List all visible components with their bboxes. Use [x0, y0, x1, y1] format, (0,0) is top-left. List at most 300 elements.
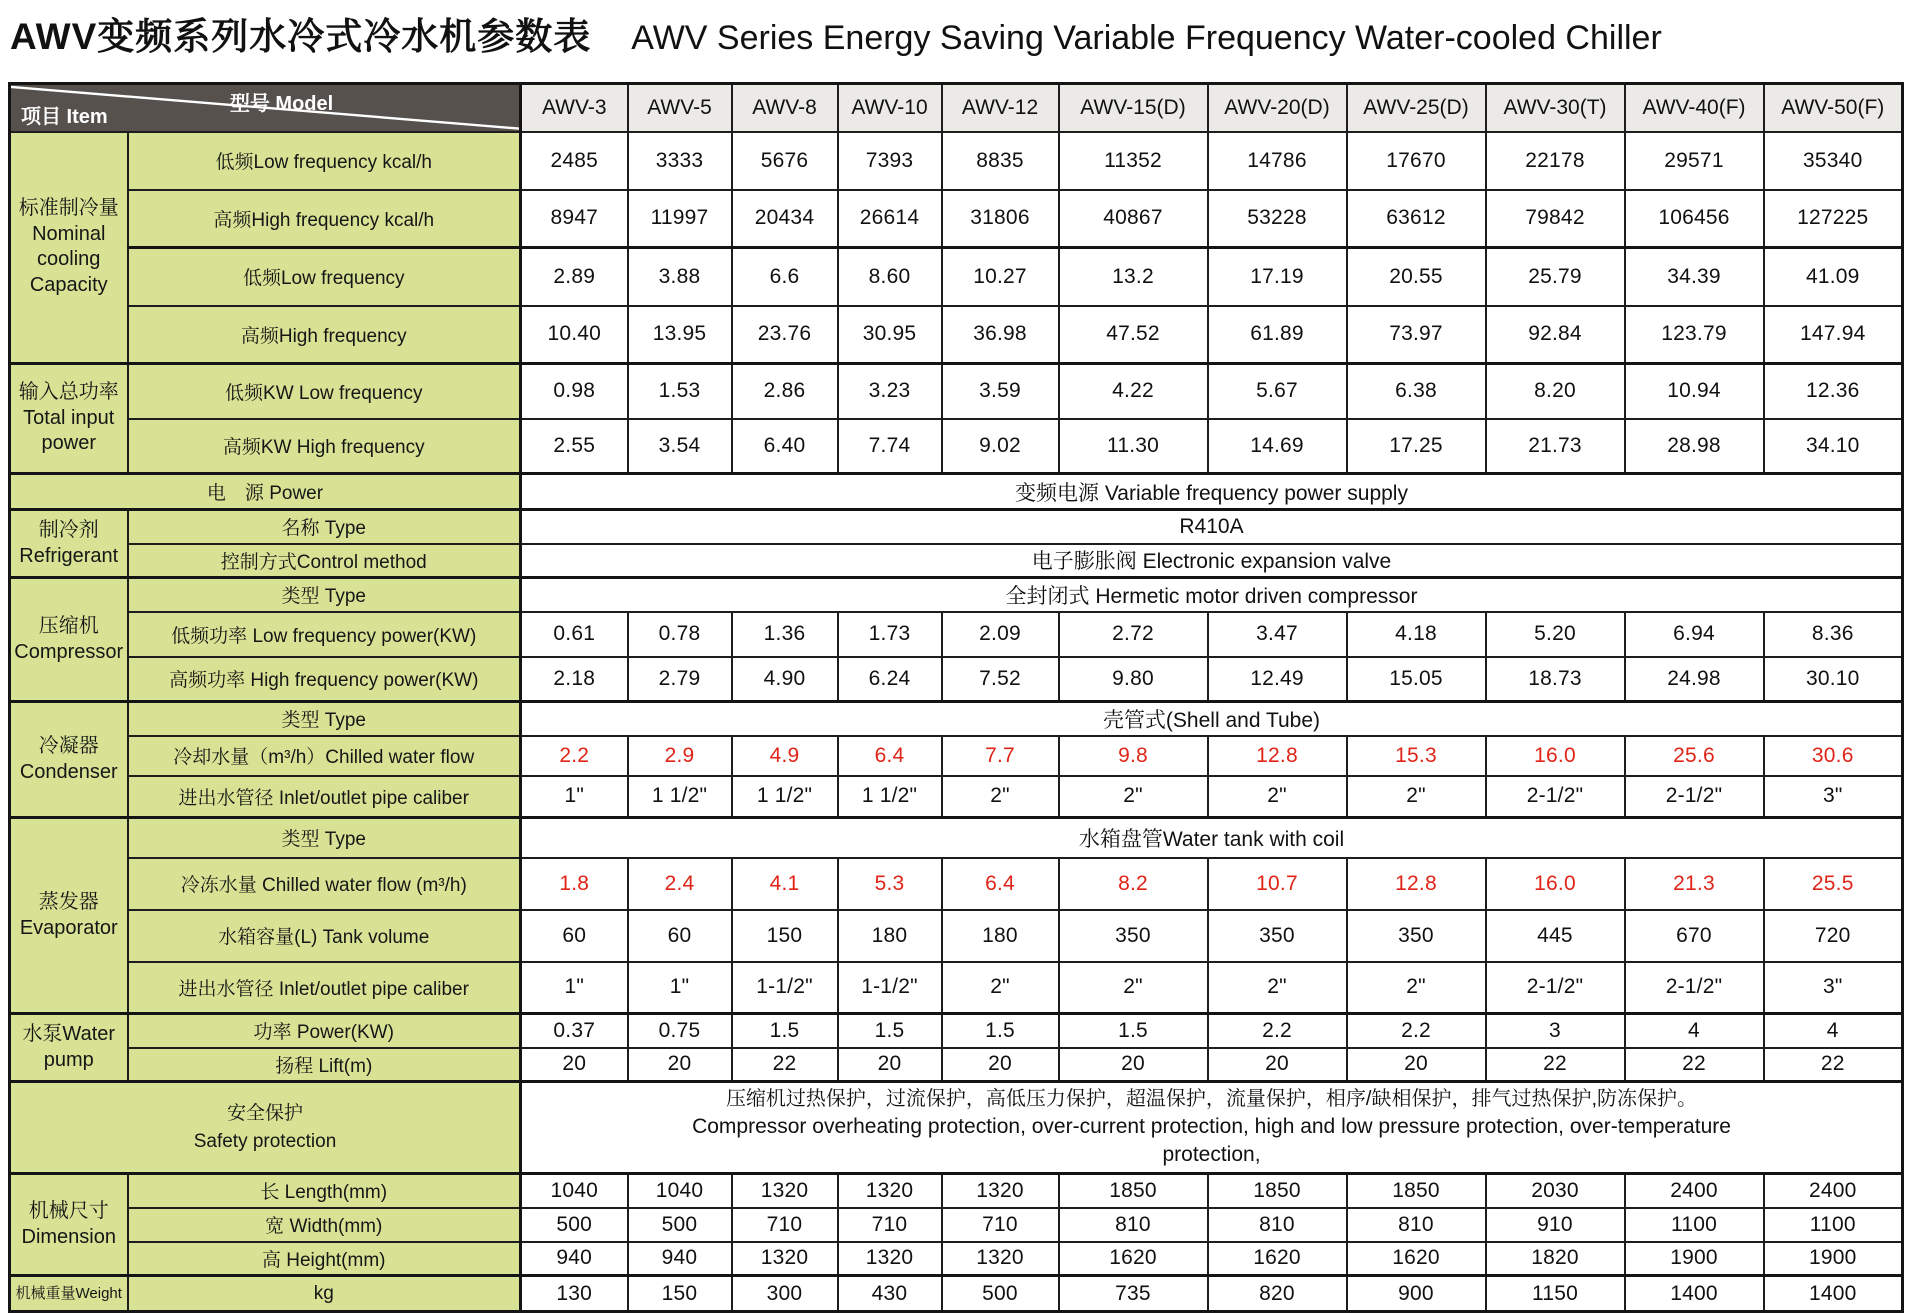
safety-protection-value — [521, 1082, 1903, 1174]
row-evaporator-type — [10, 818, 1903, 858]
row-label: 低频Low frequency kcal/h — [128, 132, 521, 190]
cell-evap_pipe-AWV-5: 1" — [628, 962, 732, 1014]
row-dimension-length — [10, 1174, 1903, 1208]
cell-weight-AWV-25(D): 900 — [1347, 1276, 1486, 1312]
cell-dim_wid-AWV-20(D): 810 — [1208, 1208, 1347, 1242]
cell-comp_lf-AWV-20(D): 3.47 — [1208, 612, 1347, 657]
row-label-power: 电 源 Power — [10, 474, 521, 510]
row-label: 功率 Power(KW) — [128, 1014, 521, 1048]
cell-evap_pipe-AWV-15(D): 2" — [1059, 962, 1208, 1014]
cell-evap_tank-AWV-30(T): 445 — [1486, 910, 1625, 962]
cell-dim_hgt-AWV-5: 940 — [628, 1242, 732, 1276]
cell-evap_flow-AWV-8: 4.1 — [732, 858, 838, 910]
cell-in_lf-AWV-5: 1.53 — [628, 364, 732, 419]
cell-in_hf-AWV-15(D): 11.30 — [1059, 419, 1208, 474]
cell-in_lf-AWV-8: 2.86 — [732, 364, 838, 419]
cell-cap_hf_kcal-AWV-25(D): 63612 — [1347, 190, 1486, 248]
cell-cap_lf-AWV-10: 8.60 — [838, 248, 942, 306]
cell-evap_tank-AWV-5: 60 — [628, 910, 732, 962]
compressor-type-value: 全封闭式 Hermetic motor driven compressor — [521, 578, 1903, 612]
cell-in_hf-AWV-12: 9.02 — [942, 419, 1059, 474]
cell-dim_len-AWV-5: 1040 — [628, 1174, 732, 1208]
cell-cap_lf_kcal-AWV-3: 2485 — [521, 132, 628, 190]
cell-pump_lift-AWV-10: 20 — [838, 1048, 942, 1082]
cell-pump_lift-AWV-5: 20 — [628, 1048, 732, 1082]
cell-comp_lf-AWV-50(F): 8.36 — [1764, 612, 1903, 657]
model-header: AWV-3 — [521, 84, 628, 132]
cell-dim_hgt-AWV-20(D): 1620 — [1208, 1242, 1347, 1276]
cell-cap_lf-AWV-20(D): 17.19 — [1208, 248, 1347, 306]
refrigerant-control-value: 电子膨胀阀 Electronic expansion valve — [521, 544, 1903, 578]
section-label-weight: 机械重量Weight — [10, 1276, 128, 1312]
cell-cond_flow-AWV-10: 6.4 — [838, 736, 942, 776]
cell-comp_hf-AWV-15(D): 9.80 — [1059, 657, 1208, 702]
cell-evap_flow-AWV-3: 1.8 — [521, 858, 628, 910]
cell-dim_hgt-AWV-3: 940 — [521, 1242, 628, 1276]
model-header: AWV-5 — [628, 84, 732, 132]
cell-comp_hf-AWV-20(D): 12.49 — [1208, 657, 1347, 702]
cell-cap_lf-AWV-50(F): 41.09 — [1764, 248, 1903, 306]
cell-comp_lf-AWV-8: 1.36 — [732, 612, 838, 657]
cell-cap_hf_kcal-AWV-3: 8947 — [521, 190, 628, 248]
cell-comp_lf-AWV-3: 0.61 — [521, 612, 628, 657]
row-label: 高频High frequency — [128, 306, 521, 364]
cell-cond_flow-AWV-12: 7.7 — [942, 736, 1059, 776]
cell-dim_len-AWV-15(D): 1850 — [1059, 1174, 1208, 1208]
cell-cap_lf-AWV-40(F): 34.39 — [1625, 248, 1764, 306]
row-evaporator-water-flow — [10, 858, 1903, 910]
cell-cap_hf_kcal-AWV-15(D): 40867 — [1059, 190, 1208, 248]
cell-cap_lf_kcal-AWV-12: 8835 — [942, 132, 1059, 190]
cell-comp_lf-AWV-5: 0.78 — [628, 612, 732, 657]
row-input-lf — [10, 364, 1903, 419]
cell-cap_hf_kcal-AWV-8: 20434 — [732, 190, 838, 248]
cell-cond_flow-AWV-25(D): 15.3 — [1347, 736, 1486, 776]
cell-pump_power-AWV-3: 0.37 — [521, 1014, 628, 1048]
row-label: 冷却水量（m³/h）Chilled water flow — [128, 736, 521, 776]
row-label: 高频功率 High frequency power(KW) — [128, 657, 521, 702]
cell-dim_hgt-AWV-8: 1320 — [732, 1242, 838, 1276]
model-header: AWV-25(D) — [1347, 84, 1486, 132]
cell-dim_len-AWV-40(F): 2400 — [1625, 1174, 1764, 1208]
cell-comp_hf-AWV-40(F): 24.98 — [1625, 657, 1764, 702]
row-compressor-type — [10, 578, 1903, 612]
cell-cond_pipe-AWV-25(D): 2" — [1347, 776, 1486, 818]
cell-cap_lf_kcal-AWV-50(F): 35340 — [1764, 132, 1903, 190]
cell-cond_pipe-AWV-8: 1 1/2" — [732, 776, 838, 818]
cell-cond_pipe-AWV-12: 2" — [942, 776, 1059, 818]
model-header-row — [10, 84, 1903, 132]
cell-pump_lift-AWV-50(F): 22 — [1764, 1048, 1903, 1082]
cell-weight-AWV-50(F): 1400 — [1764, 1276, 1903, 1312]
row-condenser-water-flow — [10, 736, 1903, 776]
cell-weight-AWV-5: 150 — [628, 1276, 732, 1312]
cell-weight-AWV-30(T): 1150 — [1486, 1276, 1625, 1312]
cell-dim_hgt-AWV-30(T): 1820 — [1486, 1242, 1625, 1276]
cell-evap_tank-AWV-10: 180 — [838, 910, 942, 962]
cell-dim_wid-AWV-40(F): 1100 — [1625, 1208, 1764, 1242]
cell-evap_flow-AWV-30(T): 16.0 — [1486, 858, 1625, 910]
row-evaporator-pipe-caliber — [10, 962, 1903, 1014]
cell-comp_hf-AWV-50(F): 30.10 — [1764, 657, 1903, 702]
safety-label-en: Safety protection — [193, 1130, 337, 1152]
cell-evap_tank-AWV-50(F): 720 — [1764, 910, 1903, 962]
row-weight — [10, 1276, 1903, 1312]
cell-evap_tank-AWV-20(D): 350 — [1208, 910, 1347, 962]
cell-in_lf-AWV-50(F): 12.36 — [1764, 364, 1903, 419]
cell-evap_flow-AWV-25(D): 12.8 — [1347, 858, 1486, 910]
cell-evap_tank-AWV-40(F): 670 — [1625, 910, 1764, 962]
row-compressor-lf-power — [10, 612, 1903, 657]
row-compressor-hf-power — [10, 657, 1903, 702]
cell-in_hf-AWV-40(F): 28.98 — [1625, 419, 1764, 474]
model-header: AWV-20(D) — [1208, 84, 1347, 132]
cell-evap_flow-AWV-20(D): 10.7 — [1208, 858, 1347, 910]
cell-comp_hf-AWV-5: 2.79 — [628, 657, 732, 702]
cell-dim_wid-AWV-15(D): 810 — [1059, 1208, 1208, 1242]
cell-dim_wid-AWV-10: 710 — [838, 1208, 942, 1242]
row-label: 高 Height(mm) — [128, 1242, 521, 1276]
cell-cap_lf-AWV-15(D): 13.2 — [1059, 248, 1208, 306]
model-header: AWV-10 — [838, 84, 942, 132]
spec-table — [8, 82, 1904, 1313]
section-label-compressor: 压缩机 Compressor — [10, 578, 128, 702]
row-label: 控制方式Control method — [128, 544, 521, 578]
cell-cond_flow-AWV-40(F): 25.6 — [1625, 736, 1764, 776]
page-title — [10, 6, 1920, 60]
cell-pump_lift-AWV-15(D): 20 — [1059, 1048, 1208, 1082]
cell-in_hf-AWV-5: 3.54 — [628, 419, 732, 474]
cell-dim_len-AWV-30(T): 2030 — [1486, 1174, 1625, 1208]
section-label-dimension: 机械尺寸 Dimension — [10, 1174, 128, 1276]
cell-evap_flow-AWV-15(D): 8.2 — [1059, 858, 1208, 910]
row-label: 类型 Type — [128, 702, 521, 736]
cell-in_lf-AWV-12: 3.59 — [942, 364, 1059, 419]
row-label: 高频High frequency kcal/h — [128, 190, 521, 248]
model-header: AWV-30(T) — [1486, 84, 1625, 132]
cell-cap_lf-AWV-30(T): 25.79 — [1486, 248, 1625, 306]
row-label: 水箱容量(L) Tank volume — [128, 910, 521, 962]
cell-dim_len-AWV-25(D): 1850 — [1347, 1174, 1486, 1208]
row-capacity-hf-kcal — [10, 190, 1903, 248]
cell-cap_hf-AWV-50(F): 147.94 — [1764, 306, 1903, 364]
cell-weight-AWV-15(D): 735 — [1059, 1276, 1208, 1312]
safety-value-zh: 压缩机过热保护，过流保护，高低压力保护，超温保护，流量保护，相序/缺相保护，排气过热保护,防冻保护。 — [725, 1087, 1698, 1110]
corner-header-cell — [10, 84, 521, 132]
row-power-supply — [10, 474, 1903, 510]
cell-dim_hgt-AWV-50(F): 1900 — [1764, 1242, 1903, 1276]
cell-comp_lf-AWV-25(D): 4.18 — [1347, 612, 1486, 657]
cell-cond_flow-AWV-30(T): 16.0 — [1486, 736, 1625, 776]
cell-evap_pipe-AWV-3: 1" — [521, 962, 628, 1014]
power-supply-value: 变频电源 Variable frequency power supply — [521, 474, 1903, 510]
cell-evap_flow-AWV-5: 2.4 — [628, 858, 732, 910]
model-header: AWV-40(F) — [1625, 84, 1764, 132]
section-label-refrigerant: 制冷剂 Refrigerant — [10, 510, 128, 578]
cell-cap_lf_kcal-AWV-5: 3333 — [628, 132, 732, 190]
cell-pump_power-AWV-20(D): 2.2 — [1208, 1014, 1347, 1048]
cell-cap_hf_kcal-AWV-30(T): 79842 — [1486, 190, 1625, 248]
row-label: 高频KW High frequency — [128, 419, 521, 474]
cell-cond_flow-AWV-3: 2.2 — [521, 736, 628, 776]
row-label: 冷冻水量 Chilled water flow (m³/h) — [128, 858, 521, 910]
cell-cap_hf-AWV-12: 36.98 — [942, 306, 1059, 364]
cell-comp_lf-AWV-10: 1.73 — [838, 612, 942, 657]
cell-weight-AWV-20(D): 820 — [1208, 1276, 1347, 1312]
row-capacity-lf-kcal — [10, 132, 1903, 190]
row-label: kg — [128, 1276, 521, 1312]
cell-cap_lf_kcal-AWV-8: 5676 — [732, 132, 838, 190]
row-dimension-height — [10, 1242, 1903, 1276]
row-refrigerant-name — [10, 510, 1903, 544]
cell-evap_tank-AWV-25(D): 350 — [1347, 910, 1486, 962]
cell-cond_flow-AWV-20(D): 12.8 — [1208, 736, 1347, 776]
cell-in_lf-AWV-20(D): 5.67 — [1208, 364, 1347, 419]
cell-pump_power-AWV-5: 0.75 — [628, 1014, 732, 1048]
cell-comp_lf-AWV-40(F): 6.94 — [1625, 612, 1764, 657]
cell-comp_hf-AWV-30(T): 18.73 — [1486, 657, 1625, 702]
cell-cond_pipe-AWV-10: 1 1/2" — [838, 776, 942, 818]
safety-value-en-line1: Compressor overheating protection, over-current protection, high and low pressure protection, over-temperature — [692, 1114, 1731, 1138]
cell-cap_lf_kcal-AWV-10: 7393 — [838, 132, 942, 190]
cell-pump_lift-AWV-8: 22 — [732, 1048, 838, 1082]
cell-cond_flow-AWV-50(F): 30.6 — [1764, 736, 1903, 776]
cell-cap_lf-AWV-5: 3.88 — [628, 248, 732, 306]
cell-comp_lf-AWV-12: 2.09 — [942, 612, 1059, 657]
cell-comp_hf-AWV-10: 6.24 — [838, 657, 942, 702]
cell-cond_pipe-AWV-30(T): 2-1/2" — [1486, 776, 1625, 818]
cell-dim_len-AWV-50(F): 2400 — [1764, 1174, 1903, 1208]
row-condenser-pipe-caliber — [10, 776, 1903, 818]
safety-label-zh: 安全保护 — [226, 1102, 303, 1124]
cell-evap_pipe-AWV-8: 1-1/2" — [732, 962, 838, 1014]
cell-dim_len-AWV-3: 1040 — [521, 1174, 628, 1208]
cell-dim_hgt-AWV-12: 1320 — [942, 1242, 1059, 1276]
cell-in_lf-AWV-10: 3.23 — [838, 364, 942, 419]
cell-evap_pipe-AWV-10: 1-1/2" — [838, 962, 942, 1014]
cell-dim_wid-AWV-30(T): 910 — [1486, 1208, 1625, 1242]
row-dimension-width — [10, 1208, 1903, 1242]
cell-weight-AWV-10: 430 — [838, 1276, 942, 1312]
cell-cap_lf_kcal-AWV-20(D): 14786 — [1208, 132, 1347, 190]
cell-cond_flow-AWV-8: 4.9 — [732, 736, 838, 776]
row-label: 低频KW Low frequency — [128, 364, 521, 419]
cell-dim_wid-AWV-3: 500 — [521, 1208, 628, 1242]
cell-in_hf-AWV-50(F): 34.10 — [1764, 419, 1903, 474]
cell-in_hf-AWV-25(D): 17.25 — [1347, 419, 1486, 474]
cell-in_lf-AWV-40(F): 10.94 — [1625, 364, 1764, 419]
row-label: 类型 Type — [128, 818, 521, 858]
row-label: 扬程 Lift(m) — [128, 1048, 521, 1082]
cell-cond_pipe-AWV-15(D): 2" — [1059, 776, 1208, 818]
cell-cap_lf-AWV-8: 6.6 — [732, 248, 838, 306]
cell-dim_wid-AWV-12: 710 — [942, 1208, 1059, 1242]
cell-dim_wid-AWV-25(D): 810 — [1347, 1208, 1486, 1242]
row-refrigerant-control — [10, 544, 1903, 578]
cell-cond_pipe-AWV-5: 1 1/2" — [628, 776, 732, 818]
cell-pump_lift-AWV-25(D): 20 — [1347, 1048, 1486, 1082]
cell-cap_hf-AWV-15(D): 47.52 — [1059, 306, 1208, 364]
section-label-safety — [10, 1082, 521, 1174]
row-safety-protection — [10, 1082, 1903, 1174]
cell-weight-AWV-40(F): 1400 — [1625, 1276, 1764, 1312]
cell-comp_hf-AWV-12: 7.52 — [942, 657, 1059, 702]
cell-dim_len-AWV-12: 1320 — [942, 1174, 1059, 1208]
cell-evap_pipe-AWV-25(D): 2" — [1347, 962, 1486, 1014]
cell-cond_pipe-AWV-40(F): 2-1/2" — [1625, 776, 1764, 818]
cell-cap_hf_kcal-AWV-40(F): 106456 — [1625, 190, 1764, 248]
row-label: 低频功率 Low frequency power(KW) — [128, 612, 521, 657]
cell-in_hf-AWV-8: 6.40 — [732, 419, 838, 474]
cell-in_hf-AWV-30(T): 21.73 — [1486, 419, 1625, 474]
cell-dim_wid-AWV-5: 500 — [628, 1208, 732, 1242]
cell-cap_hf-AWV-3: 10.40 — [521, 306, 628, 364]
page-title-en: AWV Series Energy Saving Variable Frequency Water-cooled Chiller — [631, 19, 1662, 57]
cell-cap_hf-AWV-20(D): 61.89 — [1208, 306, 1347, 364]
cell-cap_lf-AWV-3: 2.89 — [521, 248, 628, 306]
cell-pump_lift-AWV-40(F): 22 — [1625, 1048, 1764, 1082]
cell-evap_flow-AWV-50(F): 25.5 — [1764, 858, 1903, 910]
cell-evap_pipe-AWV-20(D): 2" — [1208, 962, 1347, 1014]
cell-evap_tank-AWV-15(D): 350 — [1059, 910, 1208, 962]
row-capacity-hf-kw — [10, 306, 1903, 364]
cell-cond_pipe-AWV-50(F): 3" — [1764, 776, 1903, 818]
row-evaporator-tank-volume — [10, 910, 1903, 962]
row-pump-power — [10, 1014, 1903, 1048]
page-title-zh: AWV变频系列水冷式冷水机参数表 — [10, 16, 592, 57]
cell-weight-AWV-12: 500 — [942, 1276, 1059, 1312]
cell-cap_hf_kcal-AWV-5: 11997 — [628, 190, 732, 248]
cell-in_lf-AWV-25(D): 6.38 — [1347, 364, 1486, 419]
safety-value-en-line2: protection, — [1162, 1143, 1261, 1166]
cell-evap_flow-AWV-12: 6.4 — [942, 858, 1059, 910]
cell-pump_power-AWV-8: 1.5 — [732, 1014, 838, 1048]
row-label: 类型 Type — [128, 578, 521, 612]
cell-comp_lf-AWV-30(T): 5.20 — [1486, 612, 1625, 657]
row-capacity-lf-kw — [10, 248, 1903, 306]
row-label: 低频Low frequency — [128, 248, 521, 306]
cell-evap_pipe-AWV-50(F): 3" — [1764, 962, 1903, 1014]
cell-pump_power-AWV-40(F): 4 — [1625, 1014, 1764, 1048]
cell-dim_wid-AWV-8: 710 — [732, 1208, 838, 1242]
cell-evap_pipe-AWV-12: 2" — [942, 962, 1059, 1014]
cell-evap_tank-AWV-3: 60 — [521, 910, 628, 962]
cell-pump_power-AWV-30(T): 3 — [1486, 1014, 1625, 1048]
cell-pump_power-AWV-50(F): 4 — [1764, 1014, 1903, 1048]
cell-cap_hf_kcal-AWV-50(F): 127225 — [1764, 190, 1903, 248]
row-label: 宽 Width(mm) — [128, 1208, 521, 1242]
cell-cap_hf-AWV-30(T): 92.84 — [1486, 306, 1625, 364]
refrigerant-name-value: R410A — [521, 510, 1903, 544]
model-header: AWV-15(D) — [1059, 84, 1208, 132]
model-header: AWV-8 — [732, 84, 838, 132]
cell-cap_lf-AWV-12: 10.27 — [942, 248, 1059, 306]
cell-comp_hf-AWV-8: 4.90 — [732, 657, 838, 702]
cell-cap_hf_kcal-AWV-20(D): 53228 — [1208, 190, 1347, 248]
row-condenser-type — [10, 702, 1903, 736]
cell-pump_lift-AWV-3: 20 — [521, 1048, 628, 1082]
row-pump-lift — [10, 1048, 1903, 1082]
section-label-condenser: 冷凝器 Condenser — [10, 702, 128, 818]
cell-dim_len-AWV-10: 1320 — [838, 1174, 942, 1208]
cell-evap_pipe-AWV-40(F): 2-1/2" — [1625, 962, 1764, 1014]
cell-in_lf-AWV-15(D): 4.22 — [1059, 364, 1208, 419]
cell-cap_lf_kcal-AWV-40(F): 29571 — [1625, 132, 1764, 190]
evaporator-type-value: 水箱盘管Water tank with coil — [521, 818, 1903, 858]
cell-cap_lf_kcal-AWV-15(D): 11352 — [1059, 132, 1208, 190]
cell-pump_lift-AWV-12: 20 — [942, 1048, 1059, 1082]
cell-cond_pipe-AWV-20(D): 2" — [1208, 776, 1347, 818]
cell-cap_hf-AWV-40(F): 123.79 — [1625, 306, 1764, 364]
cell-pump_power-AWV-15(D): 1.5 — [1059, 1014, 1208, 1048]
cell-cond_flow-AWV-5: 2.9 — [628, 736, 732, 776]
cell-comp_hf-AWV-25(D): 15.05 — [1347, 657, 1486, 702]
cell-dim_len-AWV-8: 1320 — [732, 1174, 838, 1208]
cell-cap_hf-AWV-5: 13.95 — [628, 306, 732, 364]
model-header: AWV-50(F) — [1764, 84, 1903, 132]
cell-evap_tank-AWV-8: 150 — [732, 910, 838, 962]
cell-in_hf-AWV-3: 2.55 — [521, 419, 628, 474]
cell-weight-AWV-3: 130 — [521, 1276, 628, 1312]
cell-weight-AWV-8: 300 — [732, 1276, 838, 1312]
section-label-pump: 水泵Water pump — [10, 1014, 128, 1082]
cell-cap_hf-AWV-10: 30.95 — [838, 306, 942, 364]
cell-in_hf-AWV-20(D): 14.69 — [1208, 419, 1347, 474]
row-label: 名称 Type — [128, 510, 521, 544]
model-header: AWV-12 — [942, 84, 1059, 132]
cell-evap_pipe-AWV-30(T): 2-1/2" — [1486, 962, 1625, 1014]
cell-cap_hf-AWV-8: 23.76 — [732, 306, 838, 364]
row-input-hf — [10, 419, 1903, 474]
cell-comp_lf-AWV-15(D): 2.72 — [1059, 612, 1208, 657]
cell-dim_hgt-AWV-10: 1320 — [838, 1242, 942, 1276]
cell-pump_lift-AWV-20(D): 20 — [1208, 1048, 1347, 1082]
cell-cond_flow-AWV-15(D): 9.8 — [1059, 736, 1208, 776]
section-label-evaporator: 蒸发器 Evaporator — [10, 818, 128, 1014]
cell-cap_lf-AWV-25(D): 20.55 — [1347, 248, 1486, 306]
section-label-capacity: 标准制冷量 Nominal cooling Capacity — [10, 132, 128, 364]
section-label-input-power: 输入总功率 Total input power — [10, 364, 128, 474]
row-label: 长 Length(mm) — [128, 1174, 521, 1208]
page — [0, 6, 1920, 1305]
cell-in_hf-AWV-10: 7.74 — [838, 419, 942, 474]
cell-dim_wid-AWV-50(F): 1100 — [1764, 1208, 1903, 1242]
cell-dim_hgt-AWV-15(D): 1620 — [1059, 1242, 1208, 1276]
cell-comp_hf-AWV-3: 2.18 — [521, 657, 628, 702]
cell-dim_hgt-AWV-40(F): 1900 — [1625, 1242, 1764, 1276]
cell-cond_pipe-AWV-3: 1" — [521, 776, 628, 818]
cell-pump_power-AWV-25(D): 2.2 — [1347, 1014, 1486, 1048]
cell-cap_hf_kcal-AWV-10: 26614 — [838, 190, 942, 248]
cell-cap_hf-AWV-25(D): 73.97 — [1347, 306, 1486, 364]
cell-evap_flow-AWV-10: 5.3 — [838, 858, 942, 910]
corner-model-label: 型号 Model — [229, 93, 334, 115]
cell-dim_len-AWV-20(D): 1850 — [1208, 1174, 1347, 1208]
cell-evap_flow-AWV-40(F): 21.3 — [1625, 858, 1764, 910]
row-label: 进出水管径 Inlet/outlet pipe caliber — [128, 962, 521, 1014]
cell-in_lf-AWV-3: 0.98 — [521, 364, 628, 419]
cell-pump_power-AWV-12: 1.5 — [942, 1014, 1059, 1048]
cell-evap_tank-AWV-12: 180 — [942, 910, 1059, 962]
cell-cap_lf_kcal-AWV-30(T): 22178 — [1486, 132, 1625, 190]
row-label: 进出水管径 Inlet/outlet pipe caliber — [128, 776, 521, 818]
cell-pump_lift-AWV-30(T): 22 — [1486, 1048, 1625, 1082]
corner-item-label: 项目 Item — [21, 105, 108, 128]
cell-cap_hf_kcal-AWV-12: 31806 — [942, 190, 1059, 248]
cell-in_lf-AWV-30(T): 8.20 — [1486, 364, 1625, 419]
cell-cap_lf_kcal-AWV-25(D): 17670 — [1347, 132, 1486, 190]
cell-pump_power-AWV-10: 1.5 — [838, 1014, 942, 1048]
